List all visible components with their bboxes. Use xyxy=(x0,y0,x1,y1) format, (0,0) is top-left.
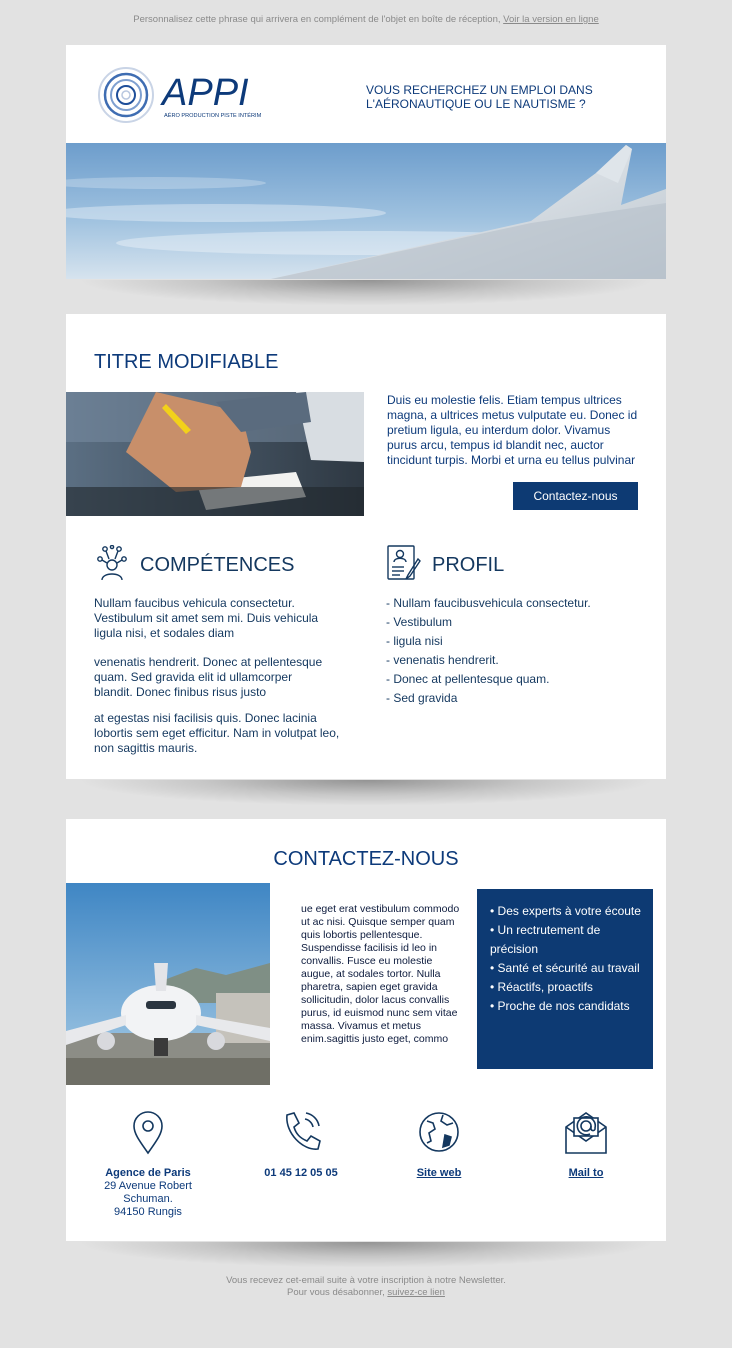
section-title: TITRE MODIFIABLE xyxy=(94,351,279,373)
competences-paragraph-1: Nullam faucibus vehicula consectetur. Vestibulum sit amet sem mi. Duis vehicula ligula nisi, et sodales diam xyxy=(94,596,319,640)
competences-title: COMPÉTENCES xyxy=(140,554,295,576)
skills-icon xyxy=(94,545,130,581)
email-envelope-icon xyxy=(564,1109,608,1155)
header-card xyxy=(66,45,666,279)
profil-list xyxy=(386,596,626,710)
competences-paragraph-3: at egestas nisi facilisis quis. Donec lacinia lobortis sem eget efficitur. Nam in volutpat leo, non sagittis mauris. xyxy=(94,711,340,755)
header-tagline: VOUS RECHERCHEZ UN EMPLOI DANS L'AÉRONAUTIQUE OU LE NAUTISME ? xyxy=(366,83,593,111)
website-block xyxy=(374,1109,504,1180)
list-item: - ligula nisi xyxy=(386,634,443,648)
location-pin-icon xyxy=(126,1109,170,1155)
globe-icon xyxy=(417,1109,461,1155)
footer-line-1: Vous recevez cet-email suite à votre inscription à notre Newsletter. xyxy=(226,1275,506,1286)
header-shadow xyxy=(76,280,656,306)
mail-to-link[interactable]: Mail to xyxy=(568,1167,604,1179)
list-item: • Réactifs, proactifs xyxy=(490,980,593,994)
content-shadow xyxy=(76,780,656,806)
advantages-box xyxy=(477,889,653,1069)
list-item: - Donec at pellentesque quam. xyxy=(386,672,550,686)
footer xyxy=(0,1275,732,1299)
phone-icon xyxy=(279,1109,323,1155)
appi-logo-icon xyxy=(96,67,276,127)
list-item: • Proche de nos candidats xyxy=(490,999,630,1013)
list-item: - Vestibulum xyxy=(386,615,453,629)
list-item: • Santé et sécurité au travail xyxy=(490,961,640,975)
agency-label: Agence de Paris xyxy=(105,1167,191,1179)
airplane-image xyxy=(66,883,270,1085)
phone-block xyxy=(236,1109,366,1180)
address-line-3: 94150 Rungis xyxy=(114,1206,182,1218)
logo-wordmark: APPI xyxy=(162,72,249,114)
contact-text: ue eget erat vestibulum commodo ut ac nisi. Quisque semper quam quis lobortis pellentesque. Suspendisse facilisis id leo in convallis. Fusce eu molestie augue, at sodales tortor. Nulla pharetra, sapien eget gravida sollicitudin, dolor lacus convallis purus, id euismod nunc sem vitae massa. Vivamus et metus enim.sagittis justo eget, commo xyxy=(301,903,460,1045)
unsubscribe-link[interactable]: suivez-ce lien xyxy=(387,1287,445,1298)
profile-document-icon xyxy=(386,545,422,581)
competences-paragraph-2: venenatis hendrerit. Donec at pellentesque quam. Sed gravida elit id ullamcorper blandit. Donec finibus risus justo xyxy=(94,655,323,699)
address-line-1: 29 Avenue Robert xyxy=(104,1180,192,1192)
list-item: - Sed gravida xyxy=(386,691,458,705)
contact-card xyxy=(66,819,666,1241)
list-item: • Un rectrutement de précision xyxy=(490,923,601,956)
content-card xyxy=(66,314,666,779)
address-line-2: Schuman. xyxy=(123,1193,173,1205)
list-item: - venenatis hendrerit. xyxy=(386,653,499,667)
contact-shadow xyxy=(76,1242,656,1268)
phone-number[interactable]: 01 45 12 05 05 xyxy=(264,1167,338,1179)
preheader-text: Personnalisez cette phrase qui arrivera en complément de l'objet en boîte de réception, xyxy=(133,14,501,25)
mail-block xyxy=(521,1109,651,1180)
logo-subtitle: AÉRO PRODUCTION PISTE INTÉRIM xyxy=(164,113,262,119)
address-block xyxy=(83,1109,213,1219)
profil-title: PROFIL xyxy=(432,554,505,576)
website-link[interactable]: Site web xyxy=(416,1167,462,1179)
appi-logo[interactable] xyxy=(96,67,276,127)
preheader xyxy=(0,14,732,25)
list-item: - Nullam faucibusvehicula consectetur. xyxy=(386,596,591,610)
view-online-link[interactable]: Voir la version en ligne xyxy=(503,14,599,25)
list-item: • Des experts à votre écoute xyxy=(490,904,641,918)
airplane-wing-image xyxy=(66,143,666,279)
contact-title: CONTACTEZ-NOUS xyxy=(273,848,459,870)
intro-text: Duis eu molestie felis. Etiam tempus ultrices magna, a ultrices metus vulputate eu. Donec id pretium ligula, eu interdum dolor. Vivamus purus arcu, tempus id blandit nec, auctor tincidunt turpis. Morbi et urna eu tellus pulvinar xyxy=(387,393,638,467)
writing-hand-image xyxy=(66,392,364,516)
contact-us-button[interactable]: Contactez-nous xyxy=(513,482,638,510)
footer-line-2: Pour vous désabonner, xyxy=(287,1287,385,1298)
